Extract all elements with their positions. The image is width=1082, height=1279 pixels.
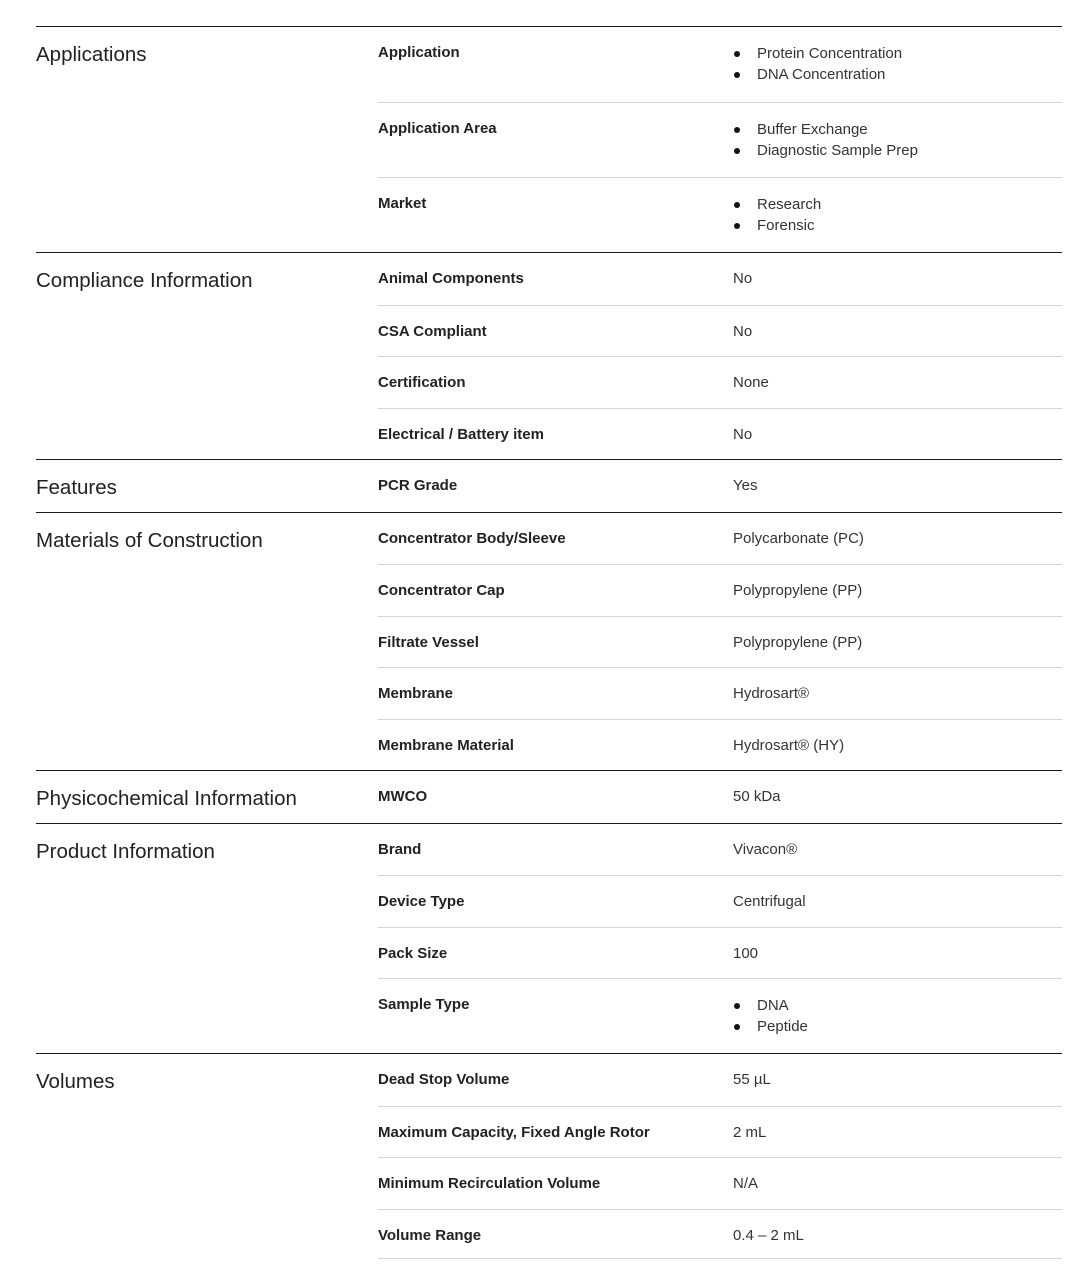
spec-label: Minimum Recirculation Volume bbox=[378, 1175, 601, 1192]
spec-row bbox=[378, 513, 1062, 565]
spec-row bbox=[378, 177, 1062, 252]
value-list-item: DNA Concentration bbox=[733, 63, 1062, 86]
spec-value: 2 mL bbox=[733, 1123, 767, 1141]
spec-row bbox=[378, 1106, 1062, 1158]
spec-label: Device Type bbox=[378, 893, 465, 910]
spec-label: Animal Components bbox=[378, 270, 524, 287]
section-title: Applications bbox=[36, 43, 147, 66]
spec-section bbox=[36, 1053, 1062, 1260]
spec-label: Electrical / Battery item bbox=[378, 425, 544, 443]
spec-value bbox=[733, 195, 1062, 252]
spec-row bbox=[378, 978, 1062, 1053]
spec-value: Centrifugal bbox=[733, 893, 806, 910]
spec-value: Polypropylene (PP) bbox=[733, 633, 863, 651]
section-rows bbox=[378, 824, 1062, 1054]
value-list bbox=[733, 42, 1062, 86]
specifications-table bbox=[36, 26, 1062, 1260]
spec-label: Pack Size bbox=[378, 944, 448, 962]
spec-section bbox=[36, 823, 1062, 1054]
spec-label: Membrane Material bbox=[378, 736, 514, 754]
spec-row bbox=[378, 875, 1062, 927]
value-list-item: Forensic bbox=[733, 214, 1062, 237]
spec-label: Concentrator Cap bbox=[378, 582, 505, 599]
spec-label: CSA Compliant bbox=[378, 322, 487, 340]
spec-label: Dead Stop Volume bbox=[378, 1071, 510, 1088]
spec-value: No bbox=[733, 322, 753, 340]
value-list-item: DNA bbox=[733, 994, 1062, 1017]
spec-value bbox=[733, 120, 1062, 177]
spec-row bbox=[378, 927, 1062, 979]
spec-row bbox=[378, 102, 1062, 177]
value-list bbox=[733, 118, 1062, 162]
spec-row bbox=[378, 408, 1062, 460]
spec-row bbox=[378, 771, 1062, 823]
spec-value: Hydrosart® bbox=[733, 685, 810, 702]
spec-label: Application bbox=[378, 44, 460, 61]
value-list-item: Protein Concentration bbox=[733, 42, 1062, 65]
section-title: Features bbox=[36, 476, 117, 499]
spec-value: 0.4 – 2 mL bbox=[733, 1226, 804, 1244]
spec-row bbox=[378, 824, 1062, 876]
spec-value: Hydrosart® (HY) bbox=[733, 736, 845, 754]
section-title: Physicochemical Information bbox=[36, 787, 297, 810]
spec-label: MWCO bbox=[378, 788, 428, 805]
section-rows bbox=[378, 253, 1062, 459]
spec-row bbox=[378, 1157, 1062, 1209]
spec-label: Maximum Capacity, Fixed Angle Rotor bbox=[378, 1123, 650, 1141]
section-rows bbox=[378, 1054, 1062, 1260]
spec-value: 55 µL bbox=[733, 1071, 771, 1088]
spec-label: Market bbox=[378, 195, 427, 212]
value-list-item: Diagnostic Sample Prep bbox=[733, 139, 1062, 162]
spec-row bbox=[378, 253, 1062, 305]
spec-value: N/A bbox=[733, 1175, 759, 1192]
spec-row bbox=[378, 305, 1062, 357]
spec-label: Membrane bbox=[378, 685, 454, 702]
spec-value: Yes bbox=[733, 477, 758, 494]
value-list-item: Research bbox=[733, 193, 1062, 216]
spec-section bbox=[36, 512, 1062, 771]
spec-row bbox=[378, 719, 1062, 771]
spec-value: No bbox=[733, 425, 753, 443]
section-rows bbox=[378, 513, 1062, 771]
spec-label: Brand bbox=[378, 840, 422, 858]
spec-label: Certification bbox=[378, 374, 466, 391]
spec-row bbox=[378, 616, 1062, 668]
spec-label: Filtrate Vessel bbox=[378, 633, 479, 651]
spec-row bbox=[378, 667, 1062, 719]
spec-value bbox=[733, 996, 1062, 1053]
value-list-item: Buffer Exchange bbox=[733, 118, 1062, 141]
spec-section bbox=[36, 26, 1062, 252]
table-bottom-divider bbox=[378, 1258, 1062, 1259]
spec-label: Application Area bbox=[378, 120, 497, 137]
spec-value: Polypropylene (PP) bbox=[733, 582, 863, 599]
spec-label: Concentrator Body/Sleeve bbox=[378, 529, 566, 547]
value-list-item: Peptide bbox=[733, 1015, 1062, 1038]
section-rows bbox=[378, 27, 1062, 252]
spec-value bbox=[733, 44, 1062, 102]
section-title: Volumes bbox=[36, 1070, 115, 1093]
spec-value: Polycarbonate (PC) bbox=[733, 529, 864, 547]
spec-label: PCR Grade bbox=[378, 477, 458, 494]
spec-row bbox=[378, 1209, 1062, 1261]
spec-label: Volume Range bbox=[378, 1226, 482, 1244]
spec-row bbox=[378, 27, 1062, 102]
spec-value: 100 bbox=[733, 944, 759, 962]
section-rows bbox=[378, 460, 1062, 512]
section-title: Product Information bbox=[36, 839, 215, 863]
spec-value: Vivacon® bbox=[733, 840, 798, 858]
spec-row bbox=[378, 460, 1062, 512]
value-list bbox=[733, 193, 1062, 237]
spec-section bbox=[36, 252, 1062, 459]
spec-value: None bbox=[733, 374, 769, 391]
section-title: Compliance Information bbox=[36, 269, 253, 292]
value-list bbox=[733, 994, 1062, 1038]
spec-row bbox=[378, 564, 1062, 616]
spec-value: 50 kDa bbox=[733, 788, 781, 805]
spec-label: Sample Type bbox=[378, 996, 470, 1013]
spec-value: No bbox=[733, 270, 753, 287]
spec-row bbox=[378, 1054, 1062, 1106]
spec-row bbox=[378, 356, 1062, 408]
section-rows bbox=[378, 771, 1062, 823]
section-title: Materials of Construction bbox=[36, 528, 263, 552]
spec-section bbox=[36, 459, 1062, 512]
spec-section bbox=[36, 770, 1062, 823]
